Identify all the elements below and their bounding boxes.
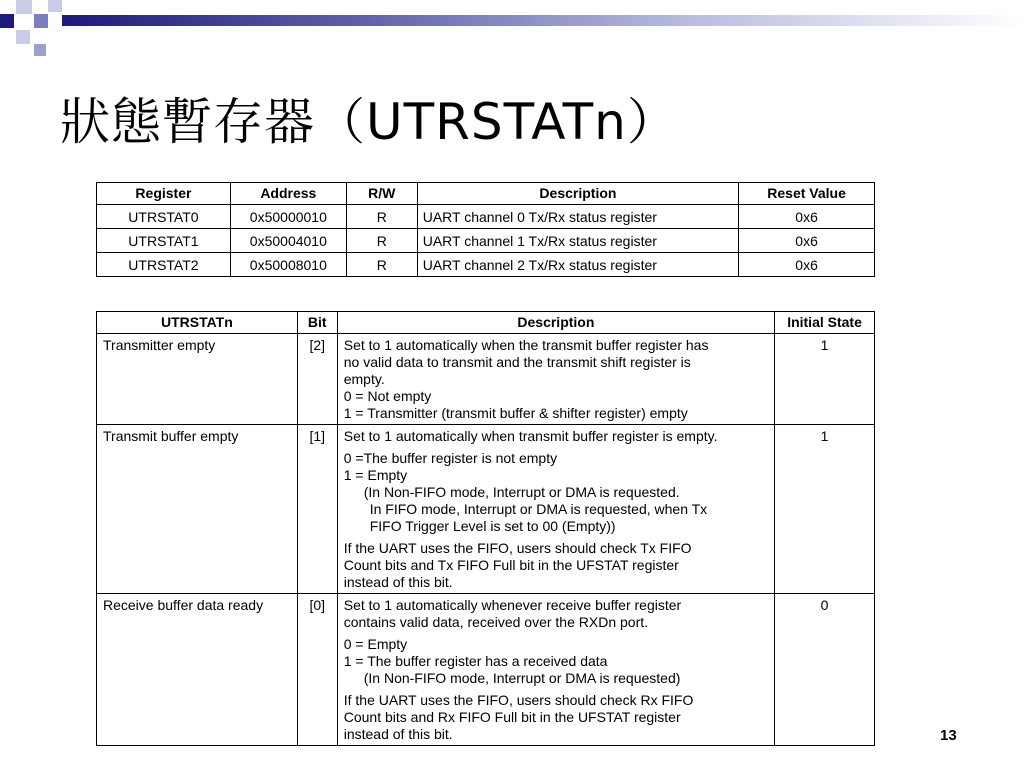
column-header: Bit <box>297 312 337 334</box>
description-cell <box>337 425 774 594</box>
description-line: If the UART uses the FIFO, users should check Rx FIFO <box>343 692 694 708</box>
table-row <box>97 425 875 594</box>
rw-cell: R <box>346 229 417 253</box>
reset-value-cell: 0x6 <box>739 253 875 277</box>
column-header: Description <box>337 312 774 334</box>
register-cell: UTRSTAT0 <box>97 205 231 229</box>
reset-value-cell: 0x6 <box>739 205 875 229</box>
description-line: 0 = Not empty <box>343 388 432 404</box>
table-row <box>97 253 875 277</box>
description-line: instead of this bit. <box>343 726 453 742</box>
description-line: Set to 1 automatically whenever receive buffer register <box>343 597 682 613</box>
table-row <box>97 205 875 229</box>
table-header-row <box>97 183 875 205</box>
initial-state-cell: 1 <box>775 334 875 425</box>
header-decoration-square <box>48 0 62 12</box>
header-decoration-square <box>16 30 30 44</box>
description-line: In FIFO mode, Interrupt or DMA is requested, when Tx <box>369 501 708 517</box>
description-line: If the UART uses the FIFO, users should check Tx FIFO <box>343 540 692 556</box>
column-header: UTRSTATn <box>97 312 298 334</box>
description-line: 0 = Empty <box>343 636 408 652</box>
initial-state-cell: 1 <box>775 425 875 594</box>
header-decoration-square <box>34 14 48 28</box>
address-cell: 0x50000010 <box>230 205 346 229</box>
description-line: (In Non-FIFO mode, Interrupt or DMA is requested. <box>363 484 680 500</box>
bit-cell: [0] <box>297 594 337 746</box>
table-row <box>97 229 875 253</box>
description-line: 1 = The buffer register has a received data <box>343 653 608 669</box>
column-header: Reset Value <box>739 183 875 205</box>
description-cell: UART channel 1 Tx/Rx status register <box>417 229 738 253</box>
description-cell <box>337 594 774 746</box>
bit-cell: [2] <box>297 334 337 425</box>
description-line: instead of this bit. <box>343 574 453 590</box>
header-decoration-square <box>0 14 14 28</box>
reset-value-cell: 0x6 <box>739 229 875 253</box>
description-line: empty. <box>343 371 385 387</box>
description-line: 1 = Transmitter (transmit buffer & shifter register) empty <box>343 405 688 421</box>
bit-description-table <box>96 311 875 746</box>
table-header-row <box>97 312 875 334</box>
page-number: 13 <box>940 727 957 744</box>
slide-title: 狀態暫存器（UTRSTATn） <box>60 93 678 151</box>
header-decoration-square <box>34 44 46 56</box>
column-header: Address <box>230 183 346 205</box>
header-gradient-bar <box>62 15 1024 26</box>
column-header: R/W <box>346 183 417 205</box>
register-cell: UTRSTAT1 <box>97 229 231 253</box>
description-line: contains valid data, received over the RXDn port. <box>343 614 649 630</box>
description-line: (In Non-FIFO mode, Interrupt or DMA is requested) <box>363 670 681 686</box>
rw-cell: R <box>346 253 417 277</box>
initial-state-cell: 0 <box>775 594 875 746</box>
description-line: Count bits and Tx FIFO Full bit in the UFSTAT register <box>343 557 679 573</box>
address-cell: 0x50008010 <box>230 253 346 277</box>
table-row <box>97 594 875 746</box>
column-header: Description <box>417 183 738 205</box>
bit-cell: [1] <box>297 425 337 594</box>
description-cell <box>337 334 774 425</box>
description-line: 1 = Empty <box>343 467 408 483</box>
field-name-cell: Transmit buffer empty <box>97 425 298 594</box>
column-header: Initial State <box>775 312 875 334</box>
rw-cell: R <box>346 205 417 229</box>
register-cell: UTRSTAT2 <box>97 253 231 277</box>
header-decoration-square <box>16 0 32 14</box>
description-cell: UART channel 0 Tx/Rx status register <box>417 205 738 229</box>
description-line: FIFO Trigger Level is set to 00 (Empty)) <box>369 518 616 534</box>
description-cell: UART channel 2 Tx/Rx status register <box>417 253 738 277</box>
address-cell: 0x50004010 <box>230 229 346 253</box>
description-line: 0 =The buffer register is not empty <box>343 450 558 466</box>
table-row <box>97 334 875 425</box>
description-line: Count bits and Rx FIFO Full bit in the UFSTAT register <box>343 709 681 725</box>
description-line: Set to 1 automatically when the transmit buffer register has <box>343 337 709 353</box>
field-name-cell: Receive buffer data ready <box>97 594 298 746</box>
description-line: no valid data to transmit and the transmit shift register is <box>343 354 691 370</box>
register-table <box>96 182 875 277</box>
field-name-cell: Transmitter empty <box>97 334 298 425</box>
description-line: Set to 1 automatically when transmit buffer register is empty. <box>343 428 718 444</box>
column-header: Register <box>97 183 231 205</box>
